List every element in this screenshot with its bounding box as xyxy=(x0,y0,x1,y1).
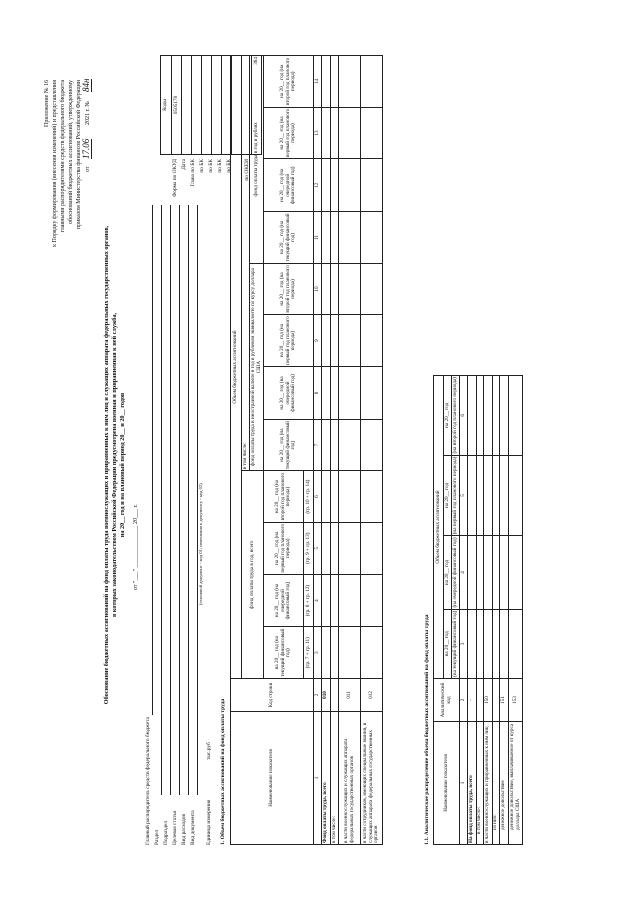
codes-bk1: по БК xyxy=(199,159,205,173)
s1-sum2: (гр. 8 + гр. 12) xyxy=(304,574,314,627)
s1-num: 9 xyxy=(314,315,322,367)
codes-okei-value: 384 xyxy=(252,56,262,155)
s1-h-total-next: на 20__ год (на очередной финансовый год) xyxy=(264,574,304,627)
s11-row-name: денежное довольствие xyxy=(500,722,509,845)
s1-group-volume: Объем бюджетных ассигнований xyxy=(231,56,242,679)
s1-num: 10 xyxy=(314,263,322,314)
label-unit-value: тыс.руб xyxy=(206,742,212,760)
codes-form-label: Форма по ОКУД xyxy=(172,159,178,197)
label-target: Целевая статья xyxy=(172,810,178,845)
s1-row-code xyxy=(331,679,339,712)
s1-num: 11 xyxy=(314,212,322,264)
s11-num: 5 xyxy=(460,455,468,536)
table-row xyxy=(500,376,509,845)
s1-group-rub: фонд оплаты труда в год в рублях xyxy=(250,56,264,264)
s11-row-name: в части военнослужащих и приравненных к ним лиц xyxy=(484,722,493,845)
codes-bk2: по БК xyxy=(208,159,214,173)
s11-row-code: 151 xyxy=(500,679,509,722)
s11-row-code: - xyxy=(468,679,477,722)
s1-h-fx-p2: на 20__ год (на второй год планового периода) xyxy=(264,263,314,314)
s1-sum1: (гр. 7 + гр. 11) xyxy=(304,627,314,679)
doc-title-line3: на 20__ год и на плановый период 20__ и 20__ годов xyxy=(119,392,126,538)
s11-num: 2 xyxy=(460,679,468,722)
label-subsection: Подраздел xyxy=(163,820,169,845)
appendix-line1: Приложение № 16 xyxy=(44,80,50,127)
s11-y4: на 20__ год xyxy=(444,376,452,456)
doc-title-line1: Обоснование бюджетных ассигнований на фонд оплаты труда военнослужащих и приравненных к ним лиц и служащих аппарата федеральных государственных органов, xyxy=(103,225,110,705)
s11-row-code xyxy=(493,679,500,722)
s11-y2: на 20__ год xyxy=(444,536,452,609)
s1-num: 14 xyxy=(314,56,322,108)
s1-h-total-cur: на 20__ год (на текущий финансовый год) xyxy=(264,627,304,679)
s11-y2-sub: (на очередной финансовый год) xyxy=(451,537,458,608)
label-expense-type: Вид расходов xyxy=(181,814,187,845)
s11-y4-sub: (на второй год планового периода) xyxy=(451,377,458,454)
s1-group-foreign: фонд оплаты труда в иностранной валюте в год в рублевом эквиваленте по курсу доллара США xyxy=(250,263,264,471)
s1-sum4: (гр. 10 + гр. 14) xyxy=(304,471,314,522)
s1-row-code: 012 xyxy=(361,679,383,712)
codes-heading: Коды xyxy=(161,56,172,155)
table-row xyxy=(339,56,361,845)
s1-num: 5 xyxy=(314,522,322,574)
s11-y3-sub: (на первый год планового периода) xyxy=(451,456,458,535)
codes-bk4: по БК xyxy=(226,159,232,173)
s11-col-code: Аналитический код xyxy=(434,679,460,722)
label-unit: Единица измерения xyxy=(206,799,212,845)
doc-date-line: от "___" ______________ 20___ г. xyxy=(133,504,139,590)
s11-num: 4 xyxy=(460,536,468,609)
s11-col-name: Наименование показателя xyxy=(434,722,460,845)
table-row xyxy=(484,376,493,845)
s1-row-code: 011 xyxy=(339,679,361,712)
label-gras: Главный распорядитель средств федерального бюджета xyxy=(145,716,151,845)
table-row xyxy=(331,56,339,845)
section1-table xyxy=(230,55,383,845)
s1-h-rub-p2: на 20__ год (на второй год планового периода) xyxy=(264,56,314,108)
s1-h-rub-cur: на 20__ год (на текущий финансовый год) xyxy=(264,212,314,264)
s1-h-fx-p1: на 20__ год (на первый год планового периода) xyxy=(264,315,314,367)
doc-title-line2: в которых законодательством Российской Федерации предусмотрена военная и приравненная к ней служба, xyxy=(111,312,118,618)
appendix-date-handwritten: 17.06 xyxy=(81,138,91,159)
section11-table xyxy=(433,375,523,845)
s11-row-code xyxy=(477,679,484,722)
s11-num: 3 xyxy=(460,609,468,678)
s1-row-name: в части сотрудников, имеющих специальные звания, и служащих аппарата федеральных государственных органов xyxy=(361,712,383,845)
appendix-line6-prefix: от xyxy=(85,166,91,172)
s11-num-row xyxy=(460,376,468,845)
s1-row-code: 010 xyxy=(322,679,331,712)
codes-okei-label: по ОКЕИ xyxy=(244,159,250,181)
s11-row-code: 153 xyxy=(509,679,523,722)
appendix-line5: приказом Министерства финансов Российской Федерации xyxy=(76,80,82,230)
s1-group-incl: в том числе: xyxy=(242,56,250,471)
appendix-line2: к Порядку формирования (внесения изменений) и представления xyxy=(52,80,58,247)
s11-y3: на 20__ год xyxy=(444,455,452,536)
s1-h-fx-next: на 20__ год (на очередной финансовый год) xyxy=(264,367,314,420)
s11-row-name: денежное довольствие, выплачиваемое от курса доллара США xyxy=(509,722,523,845)
appendix-line3: главными распорядителями средств федерального бюджета xyxy=(60,80,66,233)
table-row xyxy=(468,376,477,845)
s1-num: 1 xyxy=(314,712,322,845)
s1-num: 12 xyxy=(314,159,322,212)
appendix-number-handwritten: 84н xyxy=(81,78,91,92)
s1-num: 2 xyxy=(314,679,322,712)
s11-row-name: На фонд оплаты труда, всего xyxy=(468,722,477,845)
s11-row-name: в том числе: xyxy=(477,722,484,845)
s1-h-rub-p1: на 20__ год (на первый год планового периода) xyxy=(264,107,314,159)
s1-group-total: фонд оплаты труда в год, всего xyxy=(242,471,264,679)
s11-num: 6 xyxy=(460,376,468,456)
s11-row-name: из них: xyxy=(493,722,500,845)
s1-h-fx-cur: на 20__ год (на текущий финансовый год) xyxy=(264,419,314,471)
appendix-line6-year: 2021 г. № xyxy=(85,100,91,125)
s1-num: 13 xyxy=(314,107,322,159)
appendix-line4: обоснований бюджетных ассигнований, утвержденному xyxy=(68,80,74,224)
s1-num: 8 xyxy=(314,367,322,420)
section11-title: 1.1. Аналитическое распределение объема бюджетных ассигнований на фонд оплаты труда xyxy=(424,614,430,845)
s1-num: 3 xyxy=(314,627,322,679)
s1-num: 4 xyxy=(314,574,322,627)
s11-y1-sub: (на текущий финансовый год) xyxy=(451,610,458,677)
s1-num: 7 xyxy=(314,419,322,471)
table-row xyxy=(361,56,383,845)
s1-row-name: в части военнослужащих и служащих аппарата федеральных государственных органов xyxy=(339,712,361,845)
s1-num: 6 xyxy=(314,471,322,522)
s1-h-total-p2: на 20__ год (на второй год планового периода) xyxy=(264,471,304,522)
label-doc-type: Вид документа xyxy=(190,810,196,845)
codes-glava-label: Глава по БК xyxy=(190,159,196,187)
label-section: Раздел xyxy=(154,829,160,845)
s11-group-volume: Объем бюджетных ассигнований xyxy=(434,376,444,679)
codes-form-value: 0505178 xyxy=(172,56,182,155)
s1-num-row xyxy=(314,56,322,845)
table-row xyxy=(477,376,484,845)
s11-row-code: 150 xyxy=(484,679,493,722)
s1-row-name: в том числе: xyxy=(331,712,339,845)
codes-date-label: Дата xyxy=(181,159,187,170)
table-row xyxy=(493,376,500,845)
s1-h-rub-next: на 20__ год (на очередной финансовый год) xyxy=(264,159,314,212)
s1-sum3: (гр. 9 + гр. 13) xyxy=(304,522,314,574)
s11-y1: на 20__ год xyxy=(444,609,452,678)
s1-col-name: Наименование показателя xyxy=(231,712,314,845)
section1-title: 1. Объем бюджетных ассигнований на фонд оплаты труда xyxy=(220,698,226,845)
label-doc-hint: (основной документ - код 01; изменения к документу - код 02) xyxy=(198,483,203,605)
table-row xyxy=(322,56,331,845)
s11-num: 1 xyxy=(460,722,468,845)
s1-h-total-p1: на 20__ год (на первый год планового периода) xyxy=(264,522,304,574)
codes-bk3: по БК xyxy=(217,159,223,173)
table-row xyxy=(509,376,523,845)
s1-col-code: Код строки xyxy=(231,679,314,712)
s1-row-name: Фонд оплаты труда, всего xyxy=(322,712,331,845)
